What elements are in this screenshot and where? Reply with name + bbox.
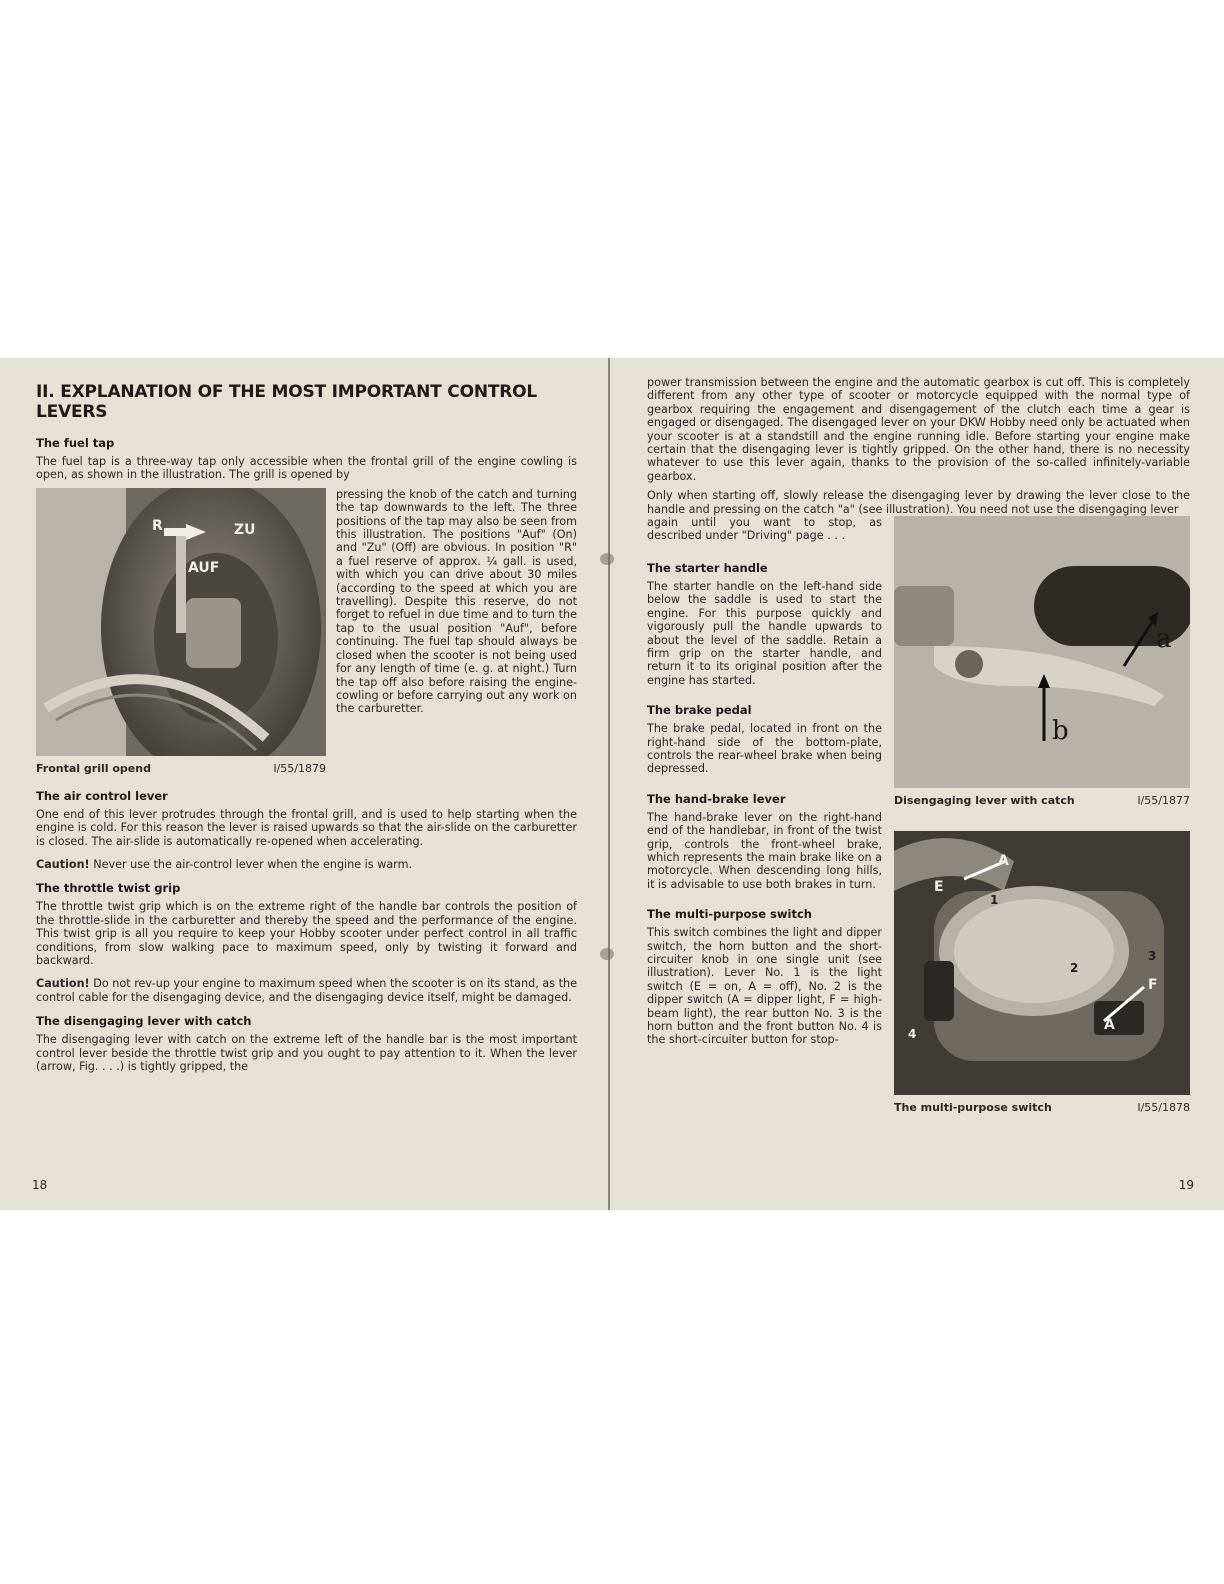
section-title-disengaging: The disengaging lever with catch [36,1014,252,1029]
section-title-starter: The starter handle [647,560,768,575]
tap-label-auf: AUF [188,559,220,576]
caption-text: Disengaging lever with catch [894,794,1075,808]
starting-off-text: Only when starting off, slowly release the disengaging lever by drawing the lever close to the handle and pressing on the catch "a" (see illustration). You need not use the disengaging lever [647,489,1190,516]
brake-pedal-text: The brake pedal, located in front on the right-hand side of the bottom-plate, controls the rear-wheel brake when being depressed. [647,722,882,776]
frontal-grill-illustration [36,488,326,756]
page-left [0,358,609,1210]
disengaging-text: The disengaging lever with catch on the extreme left of the handle bar is the most important control lever beside the throttle twist grip and you ought to pay attention to it. When the lever (arrow, Fig. . . .) is tightly gripped, the [36,1033,577,1074]
figure-caption [894,1101,1190,1114]
figure-number: I/55/1877 [1137,794,1190,808]
switch-photo [894,831,1190,1095]
section-title-air-control: The air control lever [36,788,168,803]
caution-label: Caution! [36,977,90,991]
fuel-tap-text: pressing the knob of the catch and turning the tap downwards to the left. The three positions of the tap may also be seen from this illustration. The positions "Auf" (On) and "Zu" (Off) are obvious. In position "R" a fuel reserve of approx. ¼ gall. is used, with which you can drive about 30 miles (according to the speed at which you are travelling). Despite this reserve, do not forget to refuel in due time and to turn the tap to the usual position "Auf", before continuing. The fuel tap should always be closed when the scooter is not being used for any length of time (e. g. at night.) Turn the tap off also before raising the engine-cowling or before carrying out any work on the carburetter. [336,487,577,716]
throttle-text: The throttle twist grip which is on the extreme right of the handle bar controls the position of the throttle-slide in the carburetter and thereby the speed and the performance of the engine. This twist grip is all you require to keep your Hobby scooter under perfect control in all traffic conditions, from slow walking pace to maximum speed, only by twisting it forward and backward. [36,900,577,968]
chapter-heading: II. EXPLANATION OF THE MOST IMPORTANT CONTROL LEVERS [36,382,538,422]
page-number-right: 19 [1178,1178,1194,1192]
figure-frontal-grill [36,488,326,775]
starter-text: The starter handle on the left-hand side below the saddle is used to start the engine. For this purpose quickly and vigorously pull the handle upwards to about the level of the saddle. Retain a firm grip on the starter handle, and return it to its original position after the engine has started. [647,579,882,687]
switch-label-4: 4 [908,1027,917,1042]
figure-multi-purpose-switch [894,831,1190,1114]
figure-caption [894,794,1190,807]
figure-number: I/55/1879 [273,761,326,775]
switch-label-2: 2 [1070,961,1079,976]
tap-label-zu: ZU [234,521,256,538]
disengaging-continued: power transmission between the engine and the automatic gearbox is cut off. This is completely different from any other type of scooter or motorcycle equipped with the normal type of gearbox requiring the engagement and disengagement of the clutch each time a gear is engaged or disengaged. The disengaged lever on your DKW Hobby need only be actuated when your scooter is at a standstill and the engine running idle. Before starting your engine make certain that the disengaging lever is tightly gripped. On the other hand, there is no necessity whatever to use this lever again, thanks to the provision of the so-called infinitely-variable gearbox. [647,376,1190,483]
book-gutter [608,358,610,1210]
tap-label-r: R [152,517,163,534]
switch-label-1: 1 [990,893,999,908]
lever-label-b: b [1052,716,1069,747]
section-title-hand-brake: The hand-brake lever [647,791,786,806]
caution-text: Do not rev-up your engine to maximum speed when the scooter is on its stand, as the control cable for the disengaging device, and the disengaging device itself, might be damaged. [36,977,577,1004]
figure-disengaging-lever [894,516,1190,807]
caution-paragraph-1 [36,858,577,871]
switch-label-f: F [1148,977,1158,994]
switch-label-e: E [934,879,944,896]
booklet-spread [0,358,1224,1210]
air-control-text: One end of this lever protrudes through the frontal grill, and is used to help starting when the engine is cold. For this reason the lever is raised upwards so that the air-slide on the carburetter is closed. The air-slide is automatically re-opened when accelerating. [36,807,577,848]
caption-text: Frontal grill opend [36,761,151,775]
section-title-brake-pedal: The brake pedal [647,703,752,718]
section-title-switch: The multi-purpose switch [647,907,812,922]
switch-label-3: 3 [1148,949,1157,964]
page-number-left: 18 [32,1178,48,1192]
switch-text: This switch combines the light and dipper switch, the horn button and the short-circuiter knob in one single unit (see illustration). Lever No. 1 is the light switch (E = on, A = off), No. 2 is the dipper switch (A = dipper light, F = high-beam light), the rear button No. 3 is the horn button and the front button No. 4 is the short-circuiter button for stop- [647,926,882,1047]
caution-paragraph-2 [36,977,577,1004]
fuel-tap-intro: The fuel tap is a three-way tap only accessible when the frontal grill of the engine cowling is open, as shown in the illustration. The grill is opened by [36,455,577,482]
caution-text: Never use the air-control lever when the engine is warm. [89,858,413,872]
switch-label-a-top: A [998,853,1009,870]
disengaging-lever-photo [894,516,1190,788]
caption-text: The multi-purpose switch [894,1101,1052,1115]
lever-label-a: a [1156,624,1172,655]
section-title-fuel-tap: The fuel tap [36,436,115,450]
figure-number: I/55/1878 [1137,1101,1190,1115]
caution-label: Caution! [36,858,90,872]
starting-off-text-cont: again until you want to stop, as described under "Driving" page . . . [647,516,882,543]
switch-illustration [894,831,1190,1095]
figure-caption [36,762,326,775]
frontal-grill-photo [36,488,326,756]
section-title-throttle: The throttle twist grip [36,881,181,896]
switch-label-a-bottom: A [1104,1017,1115,1034]
page-right [611,358,1224,1210]
hand-brake-text: The hand-brake lever on the right-hand end of the handlebar, in front of the twist grip, controls the front-wheel brake, which represents the main brake like on a motorcycle. When descending long hills, it is advisable to use both brakes in turn. [647,810,882,891]
disengaging-lever-illustration [894,516,1190,788]
